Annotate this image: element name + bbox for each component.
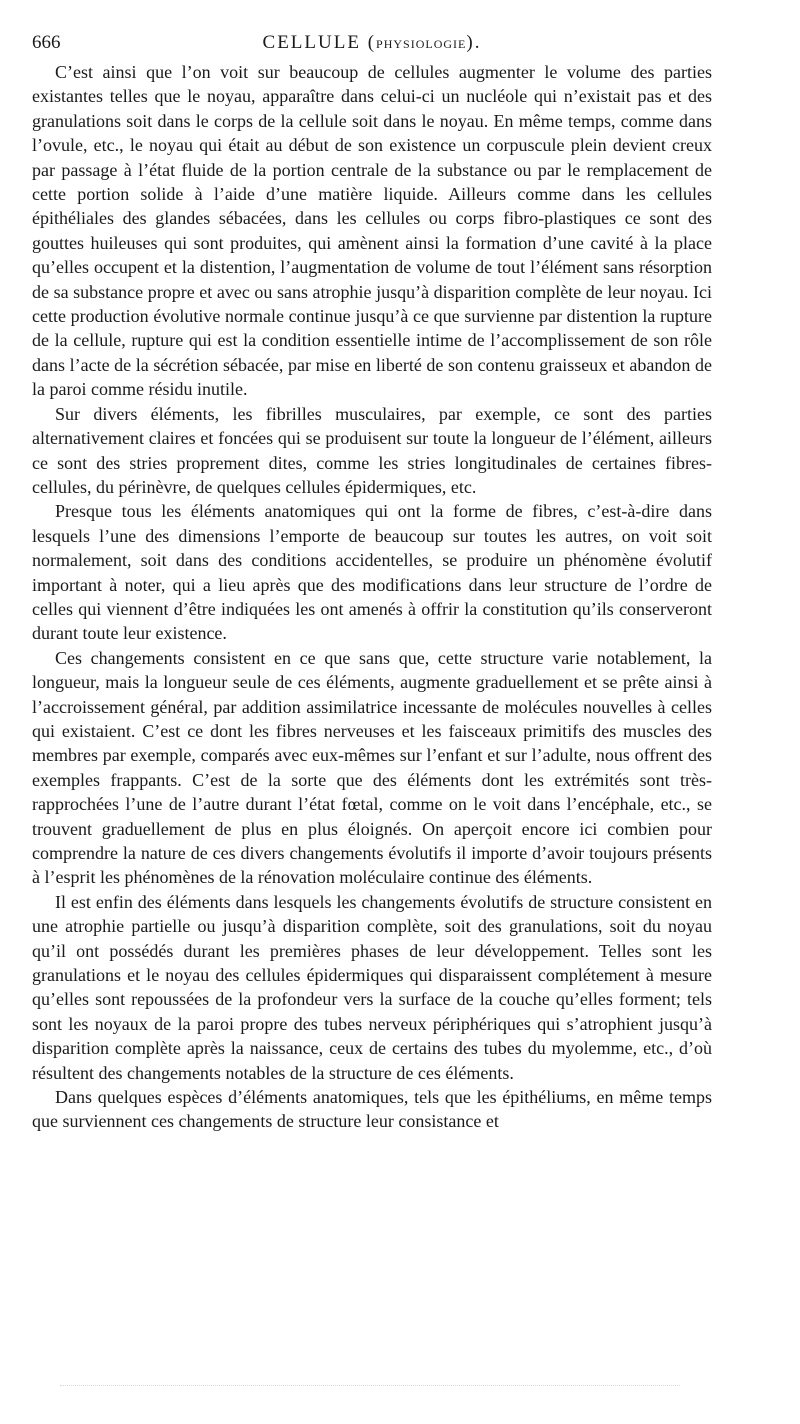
- paragraph-4: Ces changements consistent en ce que sans que, cette structure varie notablement, la longueur, mais la longueur seule de ces éléments, augmente graduellement et se prête ainsi à l’accroissement général, par addition assimilatrice incessante de molécules nouvelles à celles qui existaient. C’est ce dont les fibres nerveuses et les faisceaux primitifs des muscles des membres par exemple, comparés avec eux-mêmes sur l’enfant et sur l’adulte, nous offrent des exemples frappants. C’est de la sorte que des éléments dont les extrémités sont très-rapprochées l’une de l’autre durant l’état fœtal, comme on le voit dans l’encéphale, etc., se trouvent graduellement de plus en plus éloignés. On aperçoit encore ici combien pour comprendre la nature de ces divers changements évolutifs il importe d’avoir toujours présents à l’esprit les phénomènes de la rénovation moléculaire continue des éléments.: [32, 647, 712, 888]
- page-number: 666: [32, 32, 61, 53]
- body-text: [32, 60, 712, 1134]
- paragraph-3: Presque tous les éléments anatomiques qui ont la forme de fibres, c’est-à-dire dans lesquels l’une des dimensions l’emporte de beaucoup sur toutes les autres, on voit soit normalement, soit dans des conditions accidentelles, se produire un phénomène évolutif important à noter, qui a lieu après que des modifications dans leur structure de l’ordre de celles qui viennent d’être indiquées les ont amenés à offrir la constitution qu’ils conserveront durant toute leur existence.: [32, 501, 712, 644]
- paragraph-2: Sur divers éléments, les fibrilles musculaires, par exemple, ce sont des parties alternativement claires et foncées qui se produisent sur toute la longueur de l’élément, ailleurs ce sont des stries proprement dites, comme les stries longitudinales de certaines fibres-cellules, du périnèvre, de quelques cellules épidermiques, etc.: [32, 403, 712, 497]
- running-head: [32, 28, 712, 58]
- paragraph-5: Il est enfin des éléments dans lesquels les changements évolutifs de structure consistent en une atrophie partielle ou jusqu’à disparition complète, soit des granulations, soit du noyau qu’il ont possédés durant les premières phases de leur développement. Telles sont les granulations et le noyau des cellules épidermiques qui disparaissent complétement à mesure qu’elles sont repoussées de la profondeur vers la surface de la couche qu’elles forment; tels sont les noyaux de la paroi propre des tubes nerveux périphériques qui s’atrophient jusqu’à disparition complète après la naissance, ceux de certains des tubes du myolemme, etc., d’où résultent des changements notables de la structure de ces éléments.: [32, 891, 712, 1083]
- running-title-main: CELLULE: [262, 32, 361, 53]
- scan-artifact-divider: [60, 1385, 680, 1387]
- running-title: [32, 28, 712, 59]
- running-title-subject: PHYSIOLOGIE: [376, 37, 467, 51]
- running-title-open: (: [360, 32, 377, 53]
- running-title-close: ).: [466, 32, 482, 53]
- paragraph-6: Dans quelques espèces d’éléments anatomiques, tels que les épithéliums, en même temps que surviennent ces changements de structure leur consistance et: [32, 1087, 712, 1132]
- paragraph-1: C’est ainsi que l’on voit sur beaucoup de cellules augmenter le volume des parties existantes telles que le noyau, apparaître dans celui-ci un nucléole qui n’existait pas et des granulations soit dans le corps de la cellule soit dans le noyau. En même temps, comme dans l’ovule, etc., le noyau qui était au début de son existence un corpuscule plein devient creux par passage à l’état fluide de la portion centrale de la substance ou par le remplacement de cette portion solide à l’aide d’une matière liquide. Ailleurs comme dans les cellules épithéliales des glandes sébacées, dans les cellules ou corps fibro-plastiques ce sont des gouttes huileuses qui sont produites, qui amènent ainsi la formation d’une cavité à la place qu’elles occupent et la distention, l’augmentation de volume de tout l’élément sans résorption de sa substance propre et avec ou sans atrophie jusqu’à disparition complète de leur noyau. Ici cette production évolutive normale continue jusqu’à ce que survienne par distention la rupture de la cellule, rupture qui est la condition essentielle intime de l’accomplissement de son rôle dans l’acte de la sécrétion sébacée, par mise en liberté de son contenu graisseux et abandon de la paroi comme résidu inutile.: [32, 62, 712, 400]
